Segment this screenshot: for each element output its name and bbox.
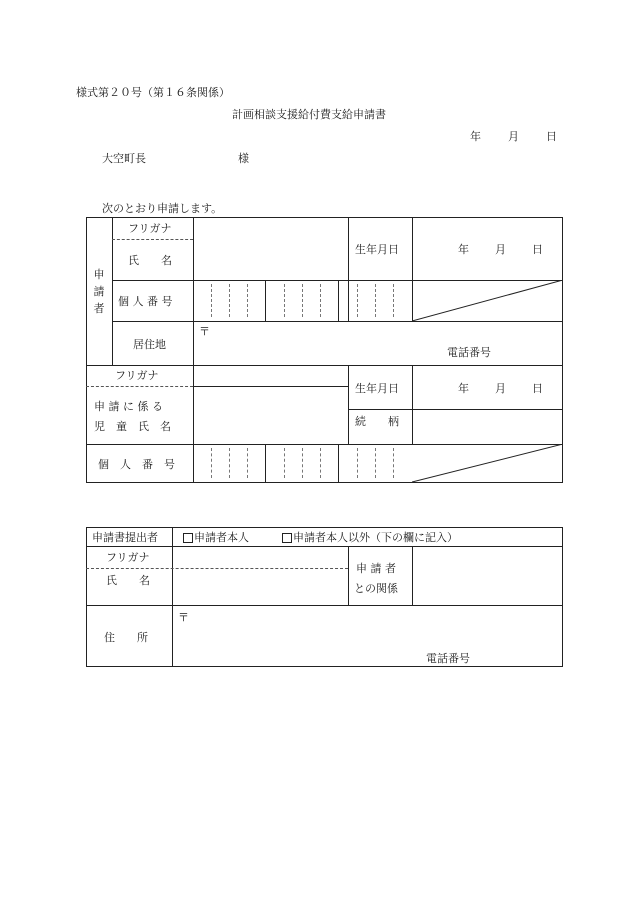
applicant-side-label: 申 請 者 bbox=[93, 268, 105, 316]
applicant-birth-month: 月 bbox=[495, 243, 506, 256]
self-checkbox[interactable] bbox=[183, 533, 193, 543]
applicant-birth-year: 年 bbox=[458, 243, 469, 256]
applicant-birth-day: 日 bbox=[532, 243, 543, 256]
diagonal-slash bbox=[412, 444, 563, 483]
submitter-postal-mark: 〒 bbox=[178, 611, 189, 624]
other-option-label: 申請者本人以外（下の欄に記入） bbox=[293, 531, 458, 544]
child-name-label-line2: 児 童 氏 名 bbox=[94, 420, 171, 433]
applicant-name-label: 氏 名 bbox=[128, 254, 172, 267]
applicant-id-label: 個 人 番 号 bbox=[118, 295, 173, 308]
child-name-label-line1: 申 請 に 係 る bbox=[94, 400, 163, 413]
child-relationship-label: 続 柄 bbox=[355, 415, 399, 428]
diagonal-slash bbox=[412, 280, 563, 322]
date-month: 月 bbox=[508, 130, 519, 143]
applicant-postal-mark: 〒 bbox=[199, 325, 210, 338]
date-year: 年 bbox=[470, 130, 481, 143]
child-id-label: 個 人 番 号 bbox=[98, 458, 175, 471]
self-option-label: 申請者本人 bbox=[194, 531, 249, 544]
intro-text: 次のとおり申請します。 bbox=[102, 202, 223, 215]
applicant-residence-label: 居住地 bbox=[133, 338, 166, 351]
addressee-honorific: 様 bbox=[238, 152, 249, 165]
submitter-address-label: 住 所 bbox=[104, 631, 148, 644]
applicant-phone-label: 電話番号 bbox=[447, 346, 491, 359]
applicant-furigana-label: フリガナ bbox=[128, 222, 172, 235]
child-birthdate-label: 生年月日 bbox=[355, 382, 399, 395]
submitter-furigana-label: フリガナ bbox=[106, 551, 150, 564]
other-checkbox[interactable] bbox=[282, 533, 292, 543]
date-day: 日 bbox=[546, 130, 557, 143]
submitter-phone-label: 電話番号 bbox=[426, 652, 470, 665]
relation-label-line2: との関係 bbox=[354, 582, 398, 595]
child-furigana-label: フリガナ bbox=[115, 369, 159, 382]
addressee: 大空町長 bbox=[102, 152, 146, 165]
child-birth-day: 日 bbox=[532, 382, 543, 395]
submitter-name-label: 氏 名 bbox=[106, 574, 150, 587]
submitter-label: 申請書提出者 bbox=[92, 531, 158, 544]
relation-label-line1: 申 請 者 bbox=[356, 562, 396, 575]
applicant-birthdate-label: 生年月日 bbox=[355, 243, 399, 256]
child-birth-month: 月 bbox=[495, 382, 506, 395]
form-title: 計画相談支援給付費支給申請書 bbox=[232, 108, 386, 121]
child-birth-year: 年 bbox=[458, 382, 469, 395]
form-number: 様式第２０号（第１６条関係） bbox=[76, 86, 230, 99]
